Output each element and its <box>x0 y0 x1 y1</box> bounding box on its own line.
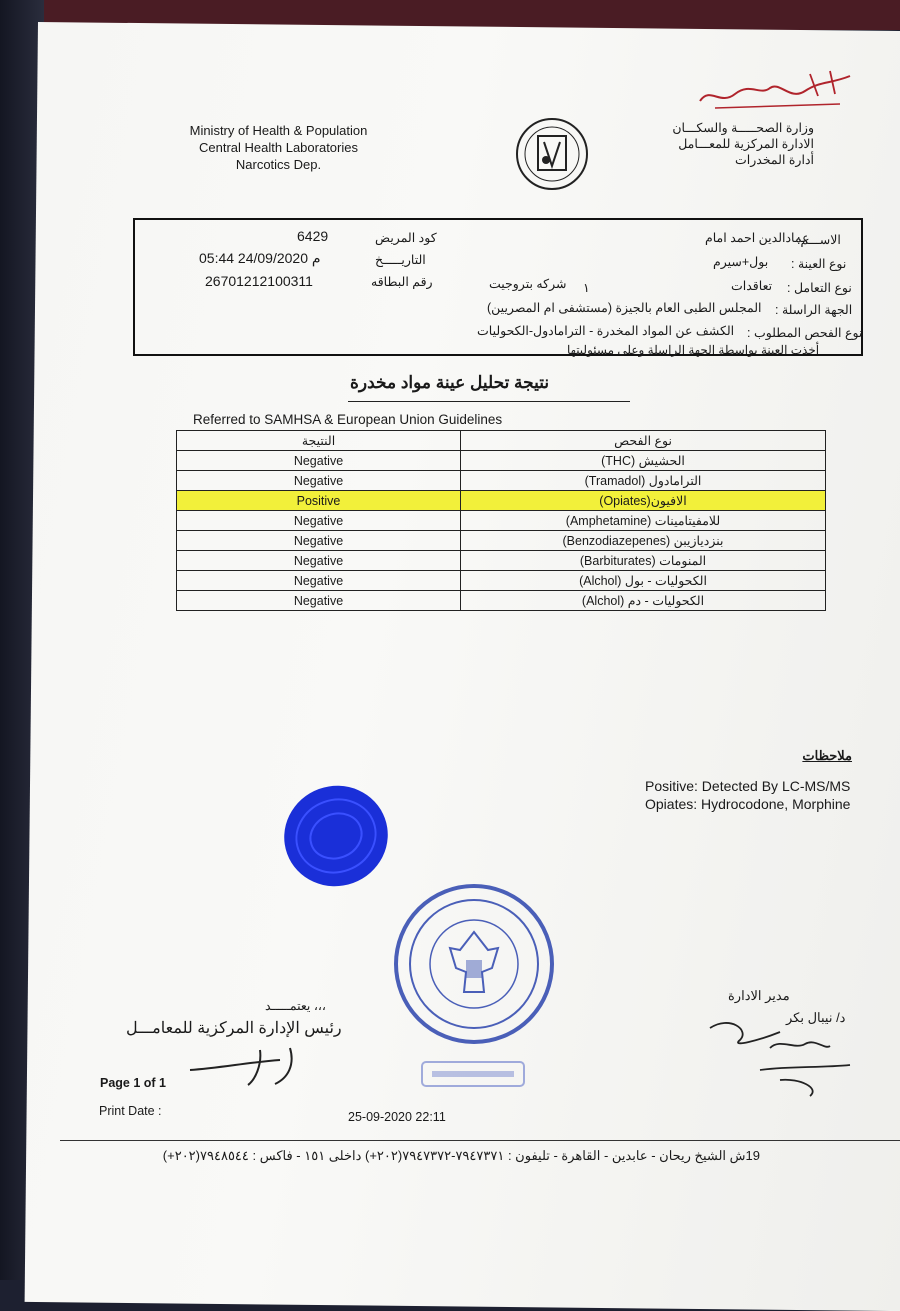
page-number: Page 1 of 1 <box>100 1076 166 1090</box>
patient-name-label: الاســـم: <box>797 233 841 247</box>
lab-name-ar: الادارة المركزية للمعـــامل <box>678 137 814 151</box>
company-number: ١ <box>583 281 590 295</box>
lab-name-en: Central Health Laboratories <box>199 140 358 155</box>
sender-value: المجلس الطبى العام بالجيزة (مستشفى ام المصريين) <box>487 301 762 315</box>
report-title: نتيجة تحليل عينة مواد مخدرة <box>350 373 550 392</box>
director-title: مدير الادارة <box>728 988 790 1003</box>
table-row <box>177 591 826 611</box>
approval-label: ،،، يعتمـــــد <box>265 999 326 1013</box>
footer-divider <box>60 1140 900 1141</box>
test-cell: الكحوليات - دم (Alchol) <box>461 591 826 611</box>
english-header <box>176 122 381 173</box>
report-date-value: 05:44 24/09/2020 م <box>199 250 321 266</box>
sample-responsibility: أخذت العينة بواسطة الجهة الراسلة وعلى مسئوليتها <box>567 343 820 357</box>
arabic-header <box>584 120 814 168</box>
sample-type-value: بول+سيرم <box>713 255 769 269</box>
sender-label: الجهة الراسلة : <box>775 303 853 317</box>
test-cell: الترامادول (Tramadol) <box>461 471 826 491</box>
table-row-highlighted <box>177 491 826 511</box>
card-number-value: 26701212100311 <box>205 273 313 289</box>
report-date-label: التاريـــــخ <box>375 253 426 267</box>
right-signature-image <box>700 1010 860 1100</box>
company-name: شركه بتروجيت <box>489 277 567 291</box>
test-cell: بنزديازيبن (Benzodiazepenes) <box>461 531 826 551</box>
patient-code-label: كود المريض <box>375 231 437 245</box>
print-date-label: Print Date : <box>99 1104 162 1118</box>
table-row <box>177 571 826 591</box>
test-cell: الكحوليات - بول (Alchol) <box>461 571 826 591</box>
deal-type-value: تعاقدات <box>731 279 773 293</box>
card-number-label: رقم البطاقه <box>371 275 433 289</box>
left-signature-image <box>170 1040 320 1090</box>
table-header-row <box>177 431 826 451</box>
result-column-header: النتيجة <box>177 431 461 451</box>
note-positive-method: Positive: Detected By LC-MS/MS <box>645 778 851 794</box>
table-row <box>177 471 826 491</box>
sample-type-label: نوع العينة : <box>791 257 847 271</box>
result-cell: Positive <box>177 491 461 511</box>
test-column-header: نوع الفحص <box>461 431 826 451</box>
department-name-en: Narcotics Dep. <box>235 157 322 172</box>
official-seal-image <box>390 880 558 1048</box>
notes-heading: ملاحظات <box>802 748 852 763</box>
result-cell: Negative <box>177 531 461 551</box>
note-opiates-detail: Opiates: Hydrocodone, Morphine <box>645 796 851 812</box>
test-cell: المنومات (Barbiturates) <box>461 551 826 571</box>
requested-test-value: الكشف عن المواد المخدرة - الترامادول-الكحوليات <box>477 324 735 338</box>
deal-type-label: نوع التعامل : <box>787 281 852 295</box>
table-row <box>177 531 826 551</box>
title-underline <box>348 401 630 402</box>
table-row <box>177 551 826 571</box>
patient-code-value: 6429 <box>297 228 329 244</box>
laboratory-logo-icon <box>514 116 590 192</box>
result-cell: Negative <box>177 551 461 571</box>
result-cell: Negative <box>177 511 461 531</box>
results-table <box>176 430 826 611</box>
print-date-value: 25-09-2020 22:11 <box>348 1110 446 1124</box>
patient-name-value: عمادالدين احمد امام <box>705 231 810 245</box>
test-cell: الحشيش (THC) <box>461 451 826 471</box>
head-of-labs-title: رئيس الإدارة المركزية للمعامـــل <box>126 1020 342 1037</box>
ministry-name-en: Ministry of Health & Population <box>189 123 368 138</box>
result-cell: Negative <box>177 451 461 471</box>
director-name: د/ نيبال بكر <box>786 1010 846 1025</box>
footer-address: 19ش الشيخ ريحان - عابدين - القاهرة - تليفون : ٧٩٤٧٣٧١-٧٩٤٧٣٧٢(٢٠٢+) داخلى ١٥١ - فاكس : ٧٩٤٨٥٤٤(٢٠٢+) <box>162 1148 760 1163</box>
result-cell: Negative <box>177 591 461 611</box>
test-cell: للامفيتامينات (Amphetamine) <box>461 511 826 531</box>
test-cell: الافيون(Opiates) <box>461 491 826 511</box>
table-row <box>177 451 826 471</box>
fingerprint-image <box>280 780 392 892</box>
requested-test-label: نوع الفحص المطلوب : <box>747 326 863 340</box>
patient-info-box <box>133 218 863 356</box>
stamp-number-image <box>418 1058 528 1090</box>
department-name-ar: أدارة المخدرات <box>735 153 814 167</box>
handwritten-note-image <box>690 66 860 116</box>
result-cell: Negative <box>177 471 461 491</box>
table-row <box>177 511 826 531</box>
result-cell: Negative <box>177 571 461 591</box>
ministry-name-ar: وزارة الصحـــــة والسكـــان <box>672 121 814 135</box>
guidelines-reference: Referred to SAMHSA & European Union Guidelines <box>193 412 503 427</box>
